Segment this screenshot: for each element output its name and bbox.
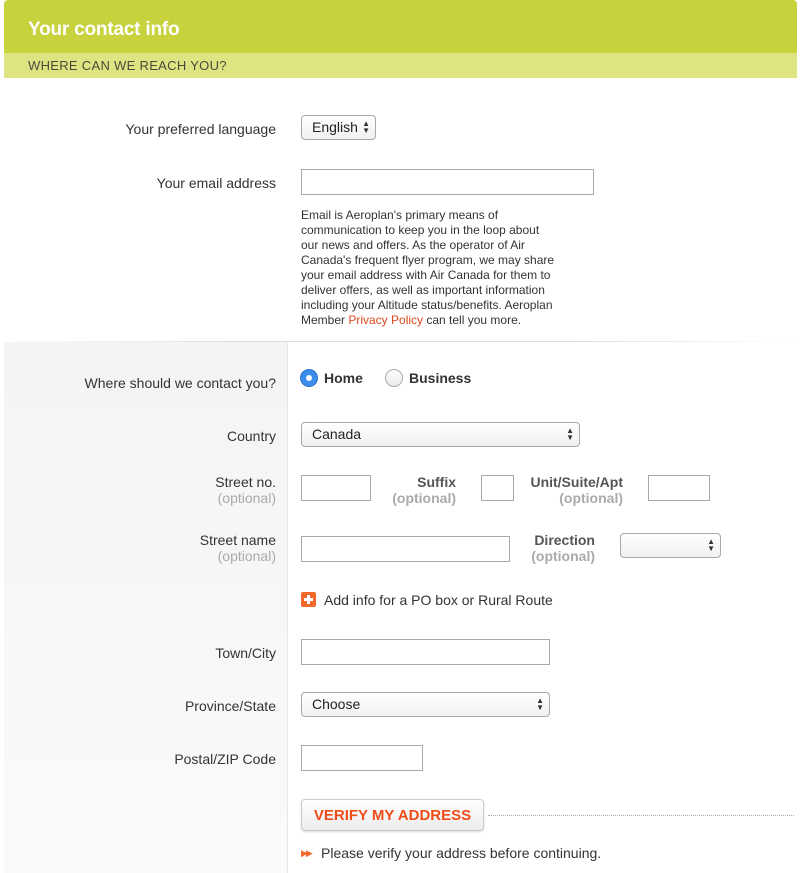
street-no-label xyxy=(215,474,276,506)
suffix-optional: (optional) xyxy=(392,490,456,506)
language-select-value: English xyxy=(312,119,358,135)
street-no-label-text: Street no. xyxy=(215,474,276,490)
verify-message: Please verify your address before continuing. xyxy=(321,845,602,861)
select-arrows-icon: ▲ ▼ xyxy=(707,537,715,553)
street-name-label xyxy=(200,532,276,564)
email-note xyxy=(301,208,556,328)
language-label: Your preferred language xyxy=(125,121,276,137)
contact-type-label: Where should we contact you? xyxy=(84,375,276,391)
street-name-optional: (optional) xyxy=(217,548,276,564)
postal-label: Postal/ZIP Code xyxy=(174,751,276,767)
direction-label xyxy=(531,532,595,564)
label-column-background xyxy=(4,342,288,873)
language-select[interactable] xyxy=(301,115,376,140)
country-select-value: Canada xyxy=(312,426,362,442)
suffix-input[interactable] xyxy=(481,475,514,501)
po-box-link[interactable]: Add info for a PO box or Rural Route xyxy=(324,592,553,608)
business-radio[interactable] xyxy=(385,369,403,387)
province-select-value: Choose xyxy=(312,696,361,712)
suffix-label xyxy=(392,474,456,506)
section-header xyxy=(4,0,797,78)
town-input[interactable] xyxy=(301,639,550,665)
suffix-label-text: Suffix xyxy=(417,474,456,490)
unit-label xyxy=(530,474,623,506)
direction-optional: (optional) xyxy=(531,548,595,564)
email-note-end: can tell you more. xyxy=(423,313,522,327)
email-note-text: Email is Aeroplan's primary means of communication to keep you in the loop about our news and offers. As the operator of Air Canada's frequent flyer program, we may share your email address with Air Canada for them to deliver offers, as well as important information including your Altitude status/benefits. Aeroplan Member xyxy=(301,208,555,327)
unit-input[interactable] xyxy=(648,475,710,501)
add-plus-icon[interactable] xyxy=(301,592,316,607)
business-radio-label[interactable]: Business xyxy=(409,370,472,386)
street-no-optional: (optional) xyxy=(217,490,276,506)
select-arrows-icon: ▲ ▼ xyxy=(362,119,370,135)
unit-optional: (optional) xyxy=(559,490,623,506)
town-label: Town/City xyxy=(215,645,276,661)
country-label: Country xyxy=(226,428,276,444)
email-label: Your email address xyxy=(156,175,276,191)
street-name-label-text: Street name xyxy=(199,532,276,548)
privacy-policy-link[interactable]: Privacy Policy xyxy=(348,313,424,327)
street-no-input[interactable] xyxy=(301,475,371,501)
double-arrow-icon: ▶▶ xyxy=(301,848,311,858)
section-subtitle: WHERE CAN WE REACH YOU? xyxy=(28,58,227,73)
home-radio[interactable] xyxy=(300,369,318,387)
email-input[interactable] xyxy=(301,169,594,195)
select-arrows-icon: ▲ ▼ xyxy=(536,696,544,712)
province-label: Province/State xyxy=(184,698,276,714)
street-name-input[interactable] xyxy=(301,536,510,562)
direction-label-text: Direction xyxy=(534,532,595,548)
dotted-divider xyxy=(488,815,794,816)
province-select[interactable] xyxy=(301,692,550,717)
verify-address-button[interactable]: VERIFY MY ADDRESS xyxy=(301,799,484,831)
section-subheader xyxy=(4,53,797,78)
select-arrows-icon: ▲ ▼ xyxy=(566,426,574,442)
unit-label-text: Unit/Suite/Apt xyxy=(530,474,623,490)
home-radio-label[interactable]: Home xyxy=(324,370,363,386)
postal-input[interactable] xyxy=(301,745,423,771)
page-title: Your contact info xyxy=(28,19,180,40)
country-select[interactable] xyxy=(301,422,580,447)
direction-select[interactable] xyxy=(620,533,721,558)
